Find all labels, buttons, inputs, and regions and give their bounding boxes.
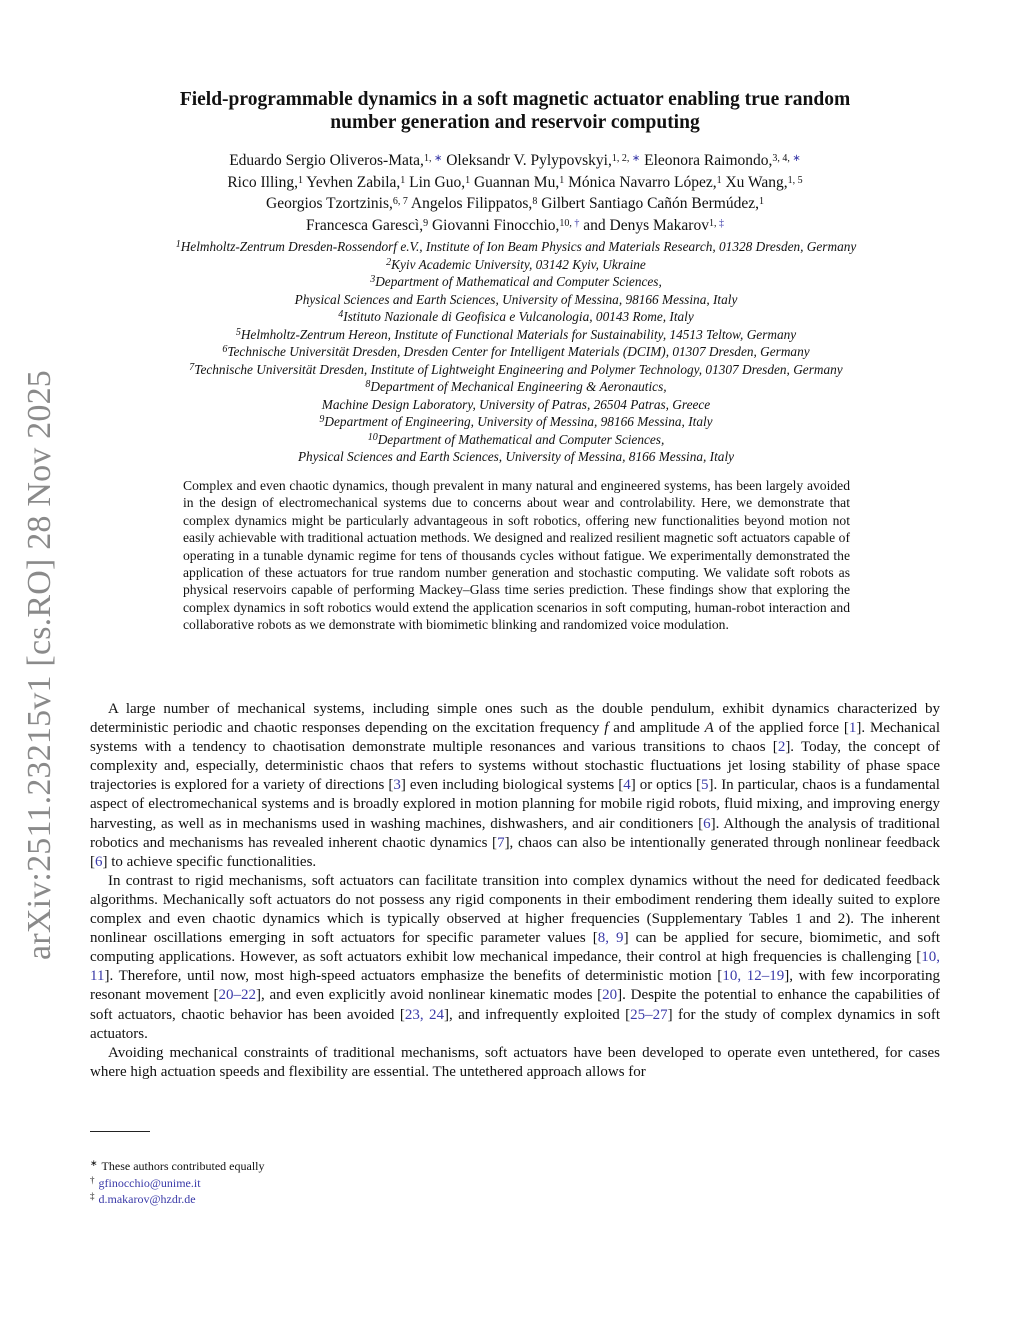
footnote-equal-contribution (90, 1158, 690, 1175)
author-affil-sup: 1, 2, (611, 153, 630, 164)
paper-title (100, 88, 930, 134)
affiliation-text: Physical Sciences and Earth Sciences, University of Messina, 98166 Messina, Italy (294, 291, 738, 307)
author-affil-sup: 1, (708, 217, 717, 229)
text-run: ] for the study of complex dynamics in soft actuators. (90, 1006, 940, 1042)
citation-link[interactable]: 10, 12–19 (722, 968, 785, 985)
text-run: ]. Although the analysis of traditional robotics and mechanisms has revealed inherent chaotic dynamics [ (90, 815, 940, 851)
footnote-email-finocchio (90, 1175, 690, 1192)
affiliation-text: Department of Mathematical and Computer Sciences, (375, 274, 662, 289)
affiliation-number: 3 (370, 274, 376, 285)
author-affil-sup: 9 (423, 217, 429, 229)
author-name: and Denys Makarov (583, 216, 709, 234)
affiliation-line (86, 256, 946, 274)
text-run: ], and infrequently exploited [ (443, 1006, 631, 1023)
affiliation-line (86, 343, 946, 361)
author-affil-sup: 1 (465, 174, 471, 186)
author-name: Rico Illing, (227, 173, 298, 191)
affiliation-line (86, 326, 946, 344)
corresponding-author-mark[interactable]: ‡ (718, 217, 724, 229)
affiliation-text: Technische Universität Dresden, Institute of Lightweight Engineering and Polymer Technology, 01307 Dresden, Germany (194, 361, 843, 377)
footnote-email-makarov (90, 1191, 690, 1208)
footnote-mark: † (90, 1174, 95, 1185)
affiliation-text: Department of Mechanical Engineering & Aeronautics, (370, 379, 667, 394)
author-affil-sup: 1 (716, 174, 722, 186)
citation-link[interactable]: 6 (95, 853, 103, 870)
body-text (90, 700, 940, 1082)
author-name: Lin Guo, (409, 173, 466, 191)
citation-link[interactable]: 3 (393, 777, 401, 794)
citation-link[interactable]: 4 (623, 777, 631, 794)
title-line-1: Field-programmable dynamics in a soft magnetic actuator enabling true random (179, 89, 851, 110)
author-name: Eleonora Raimondo, (644, 152, 773, 169)
affiliation-number: 10 (367, 431, 378, 443)
citation-link[interactable]: 6 (703, 815, 711, 832)
affiliation-line (86, 238, 946, 256)
author-line-1 (90, 150, 940, 172)
affiliation-text: Kyiv Academic University, 03142 Kyiv, Ukraine (391, 256, 646, 272)
author-affil-sup: 8 (532, 196, 538, 207)
citation-link[interactable]: 25–27 (630, 1006, 668, 1023)
citation-link[interactable]: 7 (497, 834, 505, 851)
affiliation-number: 4 (338, 309, 344, 320)
affiliation-text: Helmholtz-Zentrum Dresden-Rossendorf e.V., Institute of Ion Beam Physics and Materials Research, 01328 Dresden, Germany (180, 239, 857, 254)
citation-link[interactable]: 2 (777, 739, 786, 756)
text-run: A large number of mechanical systems, including simple ones such as the double pendulum, exhibit dynamics characterized by deterministic periodic and chaotic responses depending on the excitation frequency (90, 701, 940, 737)
equal-contribution-mark[interactable]: ∗ (792, 153, 801, 164)
citation-link[interactable]: 8, 9 (597, 930, 624, 947)
author-line-2 (90, 172, 940, 194)
arxiv-identifier: arXiv:2511.23215v1 [cs.RO] 28 Nov 2025 (21, 370, 58, 960)
footnote-text: These authors contributed equally (101, 1159, 265, 1173)
email-link[interactable]: gfinocchio@unime.it (98, 1175, 201, 1190)
paragraph-2 (90, 872, 940, 1044)
author-name: Gilbert Santiago Cañón Bermúdez, (541, 195, 759, 212)
affiliation-line (86, 291, 946, 309)
equal-contribution-mark[interactable]: ∗ (631, 153, 641, 164)
citation-link[interactable]: 23, 24 (404, 1006, 444, 1023)
affiliation-number: 2 (386, 256, 392, 268)
author-affil-sup: 1 (759, 196, 764, 207)
affiliation-line (86, 431, 946, 449)
affiliation-line (86, 273, 946, 291)
text-run: ] or optics [ (630, 777, 701, 794)
paragraph-1 (90, 700, 940, 872)
citation-link[interactable]: 20–22 (218, 987, 257, 1004)
text-run: ]. Mechanical systems with a tendency to chaotisation demonstrate multiple resonances and various transitions to chaos [ (90, 720, 940, 756)
equal-contribution-mark[interactable]: ∗ (433, 153, 443, 164)
text-run: ]. In particular, chaos is a fundamental aspect of electromechanical systems and is broadly explored in motion planning for mobile rigid robots, fluid mixing, and improving energy harvesting, as well as in mechanisms used in washing machines, dishwashers, and air conditioners [ (90, 777, 940, 832)
author-affil-sup: 1, (423, 153, 432, 164)
affiliation-line (86, 361, 946, 379)
corresponding-author-mark[interactable]: † (574, 217, 580, 229)
author-name: Giovanni Finocchio, (431, 216, 560, 234)
text-run: ] even including biological systems [ (400, 777, 624, 794)
author-list (90, 150, 940, 236)
affiliation-text: Machine Design Laboratory, University of Patras, 26504 Patras, Greece (321, 396, 711, 412)
affiliation-number: 5 (235, 326, 241, 338)
author-name: Georgios Tzortzinis, (266, 195, 393, 212)
abstract: Complex and even chaotic dynamics, though prevalent in many natural and engineered systems, has been largely avoided in the design of electromechanical systems due to concerns about wear and controlability. Here, we demonstrate that complex dynamics might be particularly advantageous in soft robotics, offering new functionalities beyond motion not easily achievable with traditional actuation methods. We designed and realized resilient magnetic soft actuators capable of operating in a tunable dynamic regime for tens of thousands cycles without fatigue. We experimentally demonstrated the application of these actuators for true random number generation and stochastic computing. We validate soft robots as physical reservoirs capable of performing Mackey–Glass time series prediction. These findings show that exploring the complex dynamics in soft robotics would extend the application scenarios in soft computing, human-robot interaction and collaborative robots as we demonstrate with biomimetic blinking and randomized voice modulation. (183, 478, 850, 633)
email-link[interactable]: d.makarov@hzdr.de (98, 1192, 196, 1206)
author-affil-sup: 3, 4, (772, 153, 790, 164)
citation-link[interactable]: 5 (700, 777, 709, 794)
citation-link[interactable]: 20 (602, 987, 618, 1004)
affiliation-number: 8 (365, 379, 371, 390)
text-run: of the applied force [ (713, 720, 849, 737)
text-run: ], and even explicitly avoid nonlinear kinematic modes [ (256, 987, 603, 1004)
text-run: ], chaos can also be intentionally generated through nonlinear feedback [ (90, 834, 940, 870)
author-name: Oleksandr V. Pylypovskyi, (446, 152, 612, 169)
author-name: Eduardo Sergio Oliveros-Mata, (229, 152, 424, 169)
text-run: ], with few incorporating resonant movement [ (90, 968, 940, 1004)
affiliation-text: Istituto Nazionale di Geofisica e Vulcanologia, 00143 Rome, Italy (343, 309, 694, 324)
affiliation-text: Department of Engineering, University of Messina, 98166 Messina, Italy (324, 414, 713, 429)
author-affil-sup: 1 (400, 174, 406, 186)
author-name: Guannan Mu, (473, 173, 560, 191)
affiliation-line (86, 396, 946, 414)
author-affil-sup: 1 (559, 174, 565, 186)
footnote-divider (90, 1131, 150, 1132)
author-line-4 (90, 215, 940, 237)
paragraph-3: Avoiding mechanical constraints of traditional mechanisms, soft actuators have been developed to operate even untethered, for cases where high actuation speeds and flexibility are essential. The untethered approach allows for (90, 1044, 940, 1080)
affiliation-text: Helmholtz-Zentrum Hereon, Institute of Functional Materials for Sustainability, 14513 Teltow, Germany (240, 326, 797, 342)
text-run: and amplitude (608, 720, 705, 737)
text-run: ] can be applied for secure, biomimetic, and soft computing applications. However, as soft actuators exhibit low mechanical impedance, their control at high frequencies is challenging [ (90, 930, 940, 966)
affiliation-line (86, 308, 946, 326)
affiliation-line (86, 378, 946, 396)
affiliation-text: Department of Mathematical and Computer Sciences, (377, 431, 665, 447)
author-affil-sup: 10, (559, 217, 572, 229)
affiliation-number: 7 (189, 361, 195, 373)
citation-link[interactable]: 1 (848, 720, 857, 737)
text-run: ]. Today, the concept of complexity and, especially, deterministic chaos that refers to systems without stochastic fluctuations jet losing stability of phase space trajectories is explored for a variety of directions [ (90, 739, 940, 794)
affiliation-number: 6 (222, 344, 228, 355)
author-affil-sup: 1 (297, 174, 303, 186)
author-name: Angelos Filippatos, (410, 195, 533, 212)
affiliation-list (86, 238, 946, 466)
text-run: ] to achieve specific functionalities. (102, 853, 317, 870)
footnotes (90, 1158, 690, 1208)
affiliation-text: Technische Universität Dresden, Dresden Center for Intelligent Materials (DCIM), 01307 Dresden, Germany (227, 344, 810, 359)
author-name: Francesca Garescì, (306, 216, 424, 234)
author-name: Mónica Navarro López, (568, 173, 717, 191)
author-name: Yevhen Zabila, (306, 173, 401, 191)
author-affil-sup: 1, 5 (787, 174, 803, 186)
math-symbol-f: f (604, 720, 609, 737)
arxiv-sidebar (10, 370, 70, 960)
affiliation-line (86, 448, 946, 466)
affiliation-text: Physical Sciences and Earth Sciences, University of Messina, 8166 Messina, Italy (297, 449, 735, 464)
math-symbol-a: A (704, 720, 714, 737)
text-run: In contrast to rigid mechanisms, soft actuators can facilitate transition into complex dynamics without the need for dedicated feedback algorithms. Mechanically soft actuators do not possess any rigid components in their embodiment rendering them ideally suited to explore complex and even chaotic dynamics which is typically observed at higher frequencies (Supplementary Tables 1 and 2). The inherent nonlinear oscillations emerging in soft actuators for specific parameter values [ (90, 872, 940, 947)
author-name: Xu Wang, (725, 173, 788, 191)
author-affil-sup: 6, 7 (392, 196, 408, 207)
affiliation-number: 1 (175, 239, 181, 250)
affiliation-line (86, 413, 946, 431)
author-line-3 (90, 193, 940, 215)
footnote-mark: ∗ (90, 1158, 98, 1169)
affiliation-number: 9 (319, 414, 325, 425)
text-run: ]. Therefore, until now, most high-speed actuators emphasize the benefits of deterministic motion [ (104, 968, 723, 985)
citation-link[interactable]: 10, 11 (90, 949, 940, 985)
footnote-mark: ‡ (90, 1191, 95, 1202)
title-line-2: number generation and reservoir computing (330, 112, 700, 133)
text-run: ]. Despite the potential to enhance the capabilities of soft actuators, chaotic behavior has been avoided [ (90, 987, 940, 1023)
